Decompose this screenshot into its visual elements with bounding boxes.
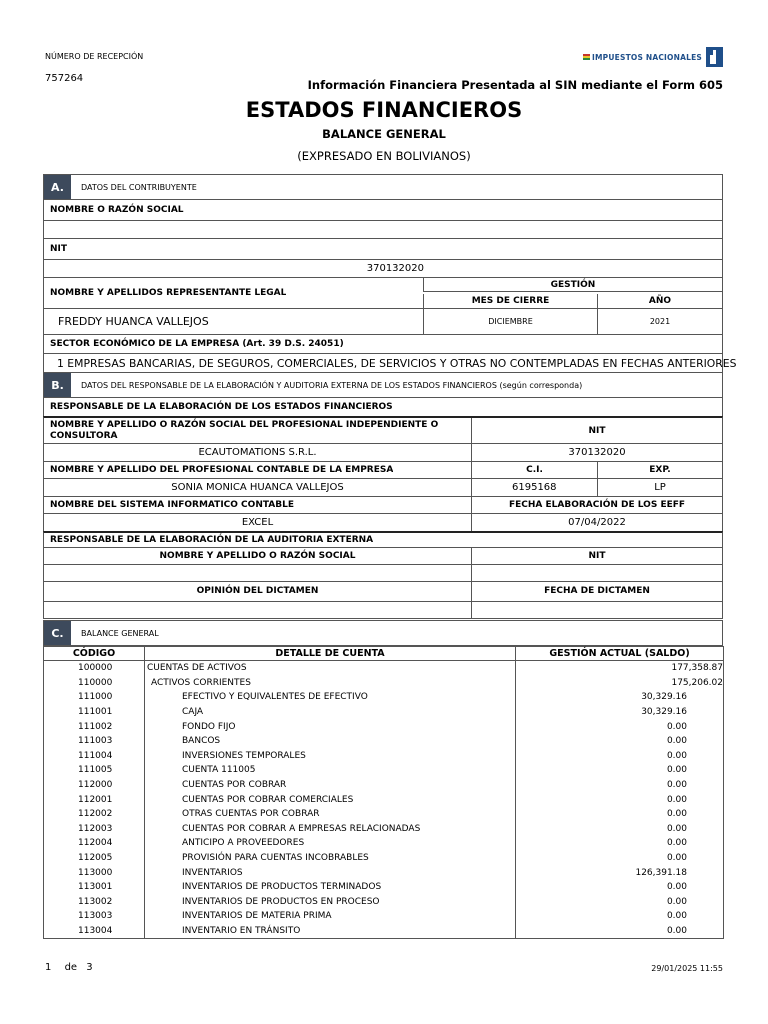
sistema-value-row (43, 513, 723, 532)
print-timestamp: 29/01/2025 11:55 (651, 964, 723, 973)
info-text: Información Financiera Presentada al SIN mediante el Form 605 (307, 78, 723, 92)
sistema-header-row (43, 496, 723, 514)
table-row (44, 705, 724, 720)
section-a-badge: A. (44, 175, 71, 199)
row-code: 112002 (44, 807, 145, 822)
table-row (44, 792, 724, 807)
contable-label: NOMBRE Y APELLIDO DEL PROFESIONAL CONTABLE DE LA EMPRESA (50, 465, 394, 475)
row-amount: 0.00 (516, 749, 724, 764)
anio-value: 2021 (597, 309, 722, 334)
reception-label: NÚMERO DE RECEPCIÓN (45, 52, 144, 61)
table-row (44, 719, 724, 734)
flag-icon (583, 54, 590, 60)
rep-value-row (43, 308, 723, 335)
table-row (44, 851, 724, 866)
exp-value: LP (597, 479, 722, 496)
table-row (44, 909, 724, 924)
name-label: NOMBRE O RAZÓN SOCIAL (50, 205, 184, 215)
nit-value-row (43, 259, 723, 278)
section-b-title: DATOS DEL RESPONSABLE DE LA ELABORACIÓN Y AUDITORIA EXTERNA DE LOS ESTADOS FINANCIEROS (según corresponda) (81, 380, 583, 390)
col-amount-header: GESTIÓN ACTUAL (SALDO) (516, 647, 724, 661)
contable-value: SONIA MONICA HUANCA VALLEJOS (171, 482, 344, 493)
table-row (44, 865, 724, 880)
row-code: 113003 (44, 909, 145, 924)
row-amount: 0.00 (516, 836, 724, 851)
row-detail: INVENTARIO EN TRÁNSITO (145, 924, 516, 939)
sector-value-row (43, 353, 737, 373)
table-row (44, 749, 724, 764)
sector-value: 1 EMPRESAS BANCARIAS, DE SEGUROS, COMERCIALES, DE SERVICIOS Y OTRAS NO CONTEMPLADAS EN FECHAS ANTERIORES (57, 356, 737, 370)
prof-nit-label: NIT (471, 418, 722, 443)
page-indicator (45, 962, 93, 973)
prof-nit-value: 370132020 (471, 444, 722, 461)
currency-note: (EXPRESADO EN BOLIVIANOS) (297, 149, 471, 163)
row-code: 111001 (44, 705, 145, 720)
row-detail: INVERSIONES TEMPORALES (145, 749, 516, 764)
rep-label: NOMBRE Y APELLIDOS REPRESENTANTE LEGAL (50, 288, 287, 298)
nit-value: 370132020 (366, 263, 424, 274)
rep-value: FREDDY HUANCA VALLEJOS (58, 315, 209, 328)
row-amount: 0.00 (516, 792, 724, 807)
page-subtitle: BALANCE GENERAL (322, 127, 446, 141)
fecha-dictamen-label: FECHA DE DICTAMEN (471, 581, 722, 601)
row-detail: CUENTAS DE ACTIVOS (145, 661, 516, 676)
section-c-badge: C. (44, 621, 71, 645)
row-detail: FONDO FIJO (145, 719, 516, 734)
row-code: 113004 (44, 924, 145, 939)
rep-header-row (43, 277, 723, 309)
opinion-value-row (43, 601, 723, 619)
row-code: 112004 (44, 836, 145, 851)
row-amount: 0.00 (516, 895, 724, 910)
row-code: 112000 (44, 778, 145, 793)
sector-label: SECTOR ECONÓMICO DE LA EMPRESA (Art. 39 D.S. 24051) (50, 339, 344, 349)
row-detail: CUENTAS POR COBRAR COMERCIALES (145, 792, 516, 807)
gestion-label: GESTIÓN (423, 278, 722, 292)
row-detail: CUENTA 111005 (145, 763, 516, 778)
row-amount: 0.00 (516, 909, 724, 924)
name-value-row (43, 220, 723, 239)
row-code: 100000 (44, 661, 145, 676)
table-row (44, 895, 724, 910)
opinion-label: OPINIÓN DEL DICTAMEN (196, 586, 319, 596)
row-amount: 0.00 (516, 851, 724, 866)
row-code: 112001 (44, 792, 145, 807)
row-code: 113000 (44, 865, 145, 880)
fecha-eeff-value: 07/04/2022 (471, 514, 722, 531)
audit-label: RESPONSABLE DE LA ELABORACIÓN DE LA AUDITORIA EXTERNA (50, 535, 374, 545)
row-code: 113001 (44, 880, 145, 895)
row-code: 110000 (44, 676, 145, 691)
audit-label-row (43, 531, 723, 548)
sin-logo (583, 46, 723, 68)
mes-label: MES DE CIERRE (423, 294, 597, 308)
reception-number: 757264 (45, 73, 84, 84)
row-amount: 0.00 (516, 734, 724, 749)
row-amount: 177,358.87 (516, 661, 724, 676)
fecha-dictamen-value (471, 602, 722, 618)
row-amount: 0.00 (516, 778, 724, 793)
section-a-title: DATOS DEL CONTRIBUYENTE (81, 182, 197, 192)
row-detail: ACTIVOS CORRIENTES (145, 676, 516, 691)
page-title: ESTADOS FINANCIEROS (245, 98, 523, 122)
row-detail: CUENTAS POR COBRAR A EMPRESAS RELACIONADAS (145, 822, 516, 837)
row-detail: CAJA (145, 705, 516, 720)
row-detail: EFECTIVO Y EQUIVALENTES DE EFECTIVO (145, 690, 516, 705)
row-code: 111003 (44, 734, 145, 749)
resp-label-row (43, 397, 723, 417)
table-row (44, 822, 724, 837)
col-code-header: CÓDIGO (44, 647, 145, 661)
table-row (44, 690, 724, 705)
row-amount: 0.00 (516, 822, 724, 837)
row-code: 111002 (44, 719, 145, 734)
resp-label: RESPONSABLE DE LA ELABORACIÓN DE LOS ESTADOS FINANCIEROS (50, 402, 393, 412)
anio-label: AÑO (597, 294, 722, 308)
section-c-header (43, 620, 723, 646)
sistema-label: NOMBRE DEL SISTEMA INFORMATICO CONTABLE (50, 500, 294, 510)
opinion-header-row (43, 581, 723, 602)
section-c-title: BALANCE GENERAL (81, 628, 159, 638)
row-amount: 0.00 (516, 880, 724, 895)
table-row (44, 661, 724, 676)
audit-nit-value (471, 565, 722, 581)
prof-value-row (43, 443, 723, 462)
row-detail: OTRAS CUENTAS POR COBRAR (145, 807, 516, 822)
table-row (44, 807, 724, 822)
sistema-value: EXCEL (241, 517, 274, 528)
row-detail: ANTICIPO A PROVEEDORES (145, 836, 516, 851)
table-row (44, 676, 724, 691)
row-amount: 175,206.02 (516, 676, 724, 691)
balance-body (44, 661, 724, 939)
row-amount: 0.00 (516, 807, 724, 822)
table-row (44, 778, 724, 793)
audit-value-row-1 (43, 564, 723, 582)
row-code: 113002 (44, 895, 145, 910)
exp-label: EXP. (597, 462, 722, 478)
row-code: 111004 (44, 749, 145, 764)
fecha-eeff-label: FECHA ELABORACIÓN DE LOS EEFF (471, 497, 722, 513)
row-amount: 0.00 (516, 719, 724, 734)
table-row (44, 836, 724, 851)
row-detail: PROVISIÓN PARA CUENTAS INCOBRABLES (145, 851, 516, 866)
prof-label: NOMBRE Y APELLIDO O RAZÓN SOCIAL DEL PROFESIONAL INDEPENDIENTE O CONSULTORA (50, 419, 439, 441)
page-current: 1 (45, 962, 52, 973)
row-detail: INVENTARIOS DE PRODUCTOS TERMINADOS (145, 880, 516, 895)
name-label-row (43, 199, 723, 221)
row-amount: 0.00 (516, 924, 724, 939)
table-row (44, 880, 724, 895)
ci-value: 6195168 (471, 479, 597, 496)
row-amount: 126,391.18 (516, 865, 724, 880)
table-row (44, 924, 724, 939)
row-amount: 0.00 (516, 763, 724, 778)
prof-value: ECAUTOMATIONS S.R.L. (198, 447, 317, 458)
audit-header-row (43, 547, 723, 565)
row-detail: CUENTAS POR COBRAR (145, 778, 516, 793)
row-code: 111000 (44, 690, 145, 705)
sector-label-row (43, 334, 723, 354)
nit-label: NIT (50, 244, 68, 254)
row-detail: BANCOS (145, 734, 516, 749)
row-detail: INVENTARIOS DE PRODUCTOS EN PROCESO (145, 895, 516, 910)
row-code: 111005 (44, 763, 145, 778)
ci-label: C.I. (471, 462, 597, 478)
audit-nit-label: NIT (471, 548, 722, 564)
audit-name-label: NOMBRE Y APELLIDO O RAZÓN SOCIAL (159, 551, 356, 561)
table-row (44, 734, 724, 749)
row-detail: INVENTARIOS DE MATERIA PRIMA (145, 909, 516, 924)
page-total: 3 (86, 962, 93, 973)
prof-header-row (43, 416, 723, 444)
row-code: 112005 (44, 851, 145, 866)
row-amount: 30,329.16 (516, 690, 724, 705)
contable-header-row (43, 461, 723, 479)
section-b-header (43, 372, 723, 398)
section-a-header (43, 174, 723, 200)
section-b-badge: B. (44, 373, 71, 397)
table-row (44, 763, 724, 778)
row-code: 112003 (44, 822, 145, 837)
logo-box-icon (706, 47, 723, 67)
row-detail: INVENTARIOS (145, 865, 516, 880)
page-of: de (64, 962, 78, 973)
balance-table (43, 646, 724, 939)
mes-value: DICIEMBRE (423, 309, 597, 334)
row-amount: 30,329.16 (516, 705, 724, 720)
contable-value-row (43, 478, 723, 497)
logo-text: IMPUESTOS NACIONALES (592, 52, 703, 62)
col-detail-header: DETALLE DE CUENTA (145, 647, 516, 661)
nit-label-row (43, 238, 723, 260)
